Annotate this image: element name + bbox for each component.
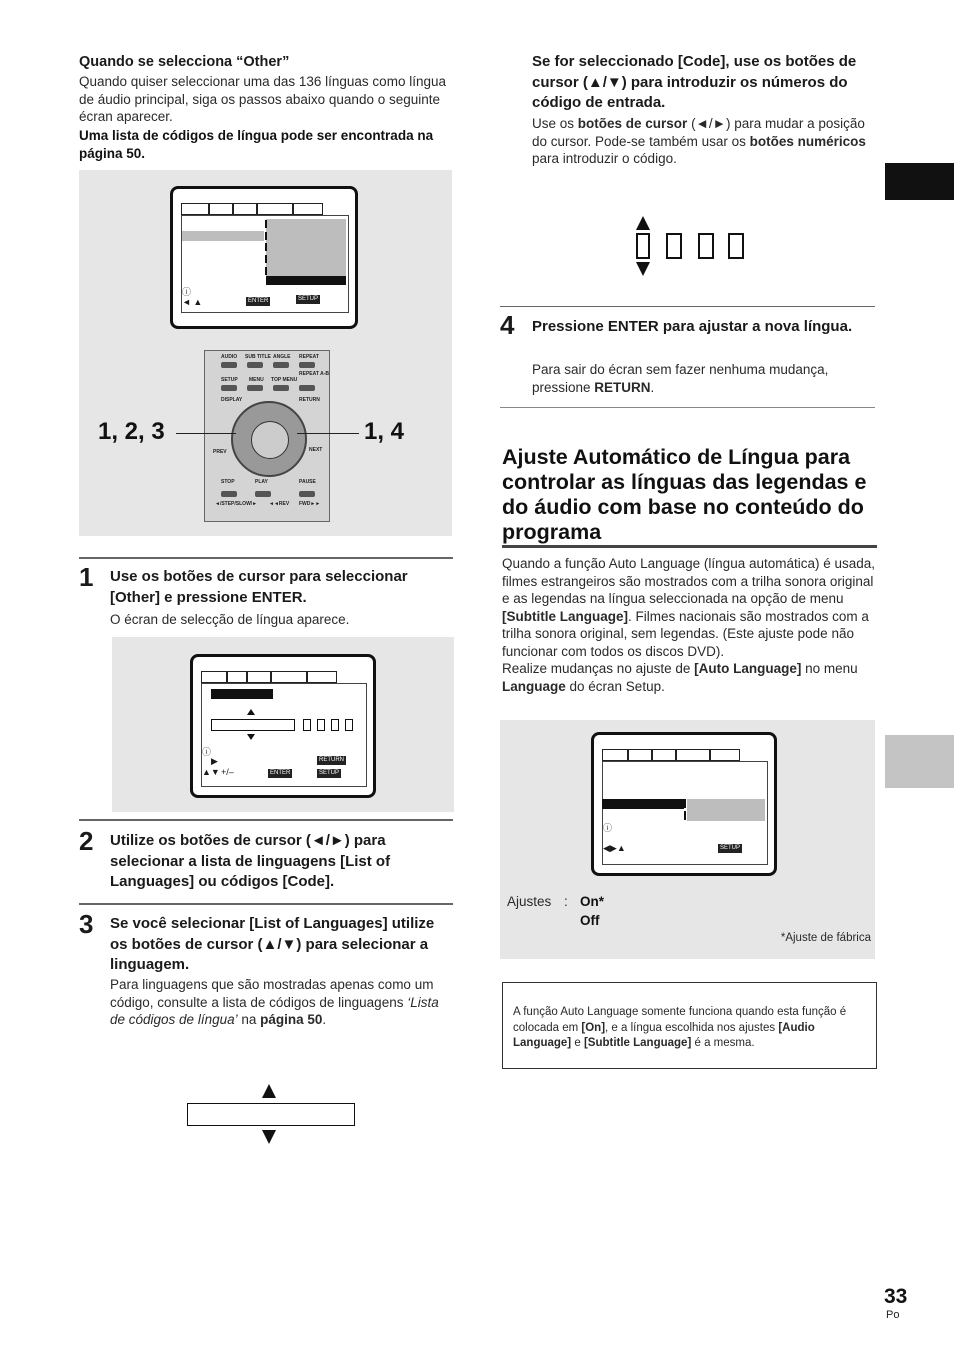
enter-button — [251, 421, 289, 459]
step-3-body: Para linguagens que são mostradas apenas como um código, consulte a lista de códigos de linguagens ‘Lista de códigos de língua’ na página 50. — [110, 977, 439, 1027]
step-4-body: Para sair do écran sem fazer nenhuma mudança, pressione RETURN. — [532, 362, 829, 395]
setting-off: Off — [580, 913, 600, 928]
step-1-body: O écran de selecção de língua aparece. — [110, 612, 350, 627]
step-3-number: 3 — [79, 909, 94, 939]
callout-steps-right: 1, 4 — [364, 418, 405, 445]
note-text: A função Auto Language somente funciona quando esta função é colocada em [On], e a língua escolhida nos ajustes [Audio Language] e [Subtitle Language] é a mesma. — [513, 1006, 847, 1049]
step-1-number: 1 — [79, 562, 94, 592]
selected-option-bar — [266, 276, 346, 285]
step-4-title: Pressione ENTER para ajustar a nova língua. — [532, 318, 853, 335]
enter-label: ENTER — [248, 298, 269, 304]
page-number: 33 — [884, 1285, 908, 1308]
auto-language-selected — [602, 799, 684, 809]
other-bold-note: Uma lista de códigos de língua pode ser encontrada na página 50. — [79, 128, 434, 161]
cursor-arrows-icon: ◄ ▲ — [182, 297, 203, 307]
figure-panel-1 — [79, 170, 452, 536]
remote-control: AUDIO SUB TITLE ANGLE REPEAT SETUP MENU TOP MENU REPEAT A-B DISPLAY RETURN PREV NEXT STOP PLAY PAUSE ◄/STEP/SLOW/► ◄◄REV FWD►► — [204, 350, 330, 522]
callout-steps-left: 1, 2, 3 — [98, 418, 165, 445]
other-body: Quando quiser seleccionar uma das 136 línguas como língua de áudio principal, siga os passos abaixo quando o seguinte écran aparecer. — [79, 74, 446, 124]
info-icon: ⓘ — [182, 287, 192, 297]
factory-note: *Ajuste de fábrica — [780, 932, 871, 944]
code-body: Use os botões de cursor (◄/►) para mudar a posição do cursor. Pode-se também usar os botões numéricos para introduzir o código. — [532, 116, 866, 166]
down-arrow-icon — [262, 1130, 276, 1144]
section-title: Ajuste Automático de Língua para controlar as línguas das legendas e do áudio com base no conteúdo do programa — [502, 445, 867, 544]
code-digit-box — [636, 233, 650, 259]
step-4-number: 4 — [500, 310, 515, 340]
code-digit-box — [728, 233, 744, 259]
section-body: Quando a função Auto Language (língua automática) é usada, filmes estrangeiros são mostrados com a trilha sonora original e as legendas na língua seleccionada na opção de menu [Subtitle Language]. Filmes nacionais são mostrados com a trilha sonora original, sem legendas. (Este ajuste pode não funcionar com todos os discos DVD). Realize mudanças no ajuste de [Auto Language] no menu Language do écran Setup. — [502, 556, 876, 694]
right-arrow-icon: ▶ — [211, 756, 218, 766]
code-down-arrow-icon — [636, 262, 650, 276]
side-tab-grey — [885, 735, 954, 788]
code-digit-box — [666, 233, 682, 259]
code-digit-box — [698, 233, 714, 259]
tv-screen-language-select: ⓘ ▶ ▲▼ +/– ENTER RETURN SETUP — [190, 654, 376, 798]
up-arrow-icon — [262, 1084, 276, 1098]
note-box — [502, 982, 877, 1069]
other-heading: Quando se selecciona “Other” — [79, 54, 290, 70]
step-3-title: Se você selecionar [List of Languages] utilize os botões de cursor (▲/▼) para selecionar a linguagem. — [110, 915, 435, 973]
setup-label: SETUP — [298, 296, 319, 302]
step-2-title: Utilize os botões de cursor (◄/►) para selecionar a lista de linguagens [List of Languages] ou códigos [Code]. — [110, 832, 391, 890]
language-list-field — [187, 1103, 355, 1126]
setting-on: On* — [580, 894, 605, 909]
side-tab-black — [885, 163, 954, 200]
code-heading: Se for seleccionado [Code], use os botões de cursor (▲/▼) para introduzir os números do código de entrada. — [532, 53, 857, 111]
step-2-number: 2 — [79, 826, 94, 856]
cursor-ring — [231, 401, 307, 477]
figure-panel-2 — [112, 637, 454, 812]
step-1-title: Use os botões de cursor para seleccionar [Other] e pressione ENTER. — [110, 568, 408, 606]
updown-arrows-icon: ▲▼ — [202, 767, 220, 777]
settings-label: Ajustes — [507, 894, 552, 909]
tv-screen-audio-menu — [170, 186, 358, 329]
code-up-arrow-icon — [636, 216, 650, 230]
language-code: Po — [886, 1309, 900, 1321]
figure-panel-3: ⓘ ◀▶▲ SETUP Ajustes : On* Off *Ajuste de fábrica — [500, 720, 875, 959]
info-icon-2: ⓘ — [202, 747, 212, 757]
tv-screen-auto-language: ⓘ ◀▶▲ SETUP — [591, 732, 777, 876]
